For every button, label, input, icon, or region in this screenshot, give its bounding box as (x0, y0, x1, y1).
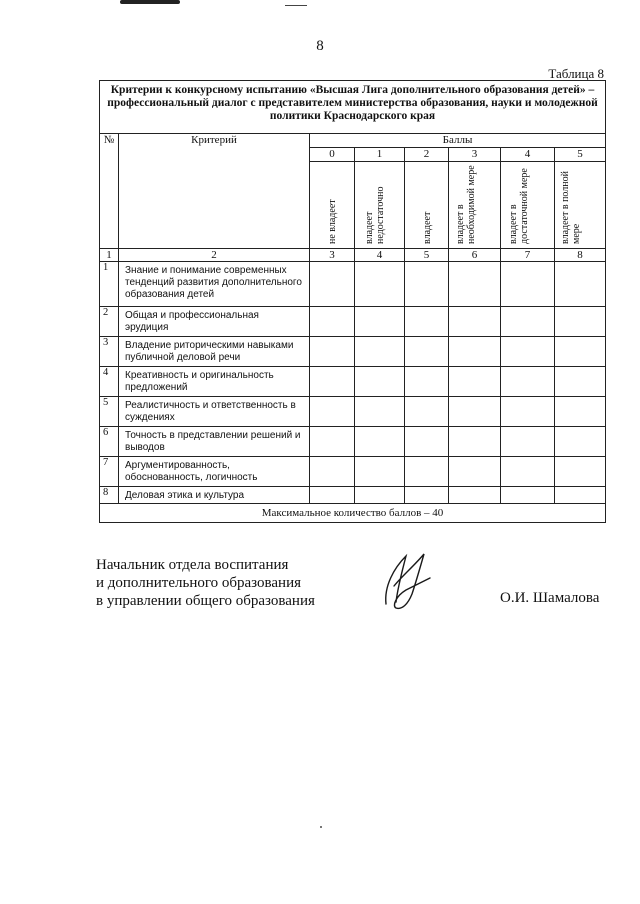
score-cell (555, 337, 606, 367)
table-row (100, 397, 606, 427)
position-line-3: в управлении общего образования (96, 593, 315, 609)
table-row (100, 427, 606, 457)
score-cell (449, 307, 501, 337)
column-number: 8 (555, 249, 606, 262)
score-label-cell (355, 162, 405, 249)
column-number: 2 (119, 249, 310, 262)
score-cell (355, 337, 405, 367)
column-number: 3 (310, 249, 355, 262)
column-number: 5 (405, 249, 449, 262)
column-number: 1 (100, 249, 119, 262)
score-cell (501, 457, 555, 487)
scan-artifact (320, 826, 322, 828)
criterion-text: Точность в представлении решений и выводов (119, 427, 310, 457)
score-label-cell (449, 162, 501, 249)
score-value: 5 (555, 148, 606, 162)
score-label: владеет в достаточной мере (507, 168, 530, 244)
criterion-text: Знание и понимание современных тенденций развития дополнительного образования детей (119, 262, 310, 307)
score-value: 0 (310, 148, 355, 162)
score-cell (310, 427, 355, 457)
score-cell (555, 367, 606, 397)
score-cell (555, 262, 606, 307)
signer-name: О.И. Шамалова (500, 590, 600, 606)
score-cell (405, 397, 449, 427)
score-cell (501, 262, 555, 307)
score-cell (355, 457, 405, 487)
score-cell (355, 397, 405, 427)
score-cell (501, 427, 555, 457)
score-cell (555, 427, 606, 457)
score-cell (449, 457, 501, 487)
score-cell (449, 367, 501, 397)
score-cell (405, 487, 449, 504)
score-value: 3 (449, 148, 501, 162)
score-label-cell (310, 162, 355, 249)
score-cell (310, 337, 355, 367)
criterion-text: Креативность и оригинальность предложений (119, 367, 310, 397)
score-cell (310, 487, 355, 504)
handwritten-signature (372, 546, 436, 614)
score-cell (405, 367, 449, 397)
row-number: 2 (100, 307, 119, 337)
row-number: 1 (100, 262, 119, 307)
score-value: 4 (501, 148, 555, 162)
row-number: 8 (100, 487, 119, 504)
column-header-scores: Баллы (310, 134, 606, 148)
score-cell (449, 397, 501, 427)
score-cell (555, 397, 606, 427)
column-number: 6 (449, 249, 501, 262)
table-title: Критерии к конкурсному испытанию «Высшая Лига дополнительного образования детей» – профессиональный диалог с представителем министерства образования, науки и молодежной политики Краснодарского края (100, 81, 606, 134)
score-cell (405, 262, 449, 307)
score-cell (555, 487, 606, 504)
score-cell (405, 457, 449, 487)
score-label-cell (501, 162, 555, 249)
score-cell (501, 337, 555, 367)
score-cell (501, 397, 555, 427)
scan-artifact (120, 0, 180, 4)
score-value: 2 (405, 148, 449, 162)
row-number: 7 (100, 457, 119, 487)
score-cell (355, 487, 405, 504)
score-cell (355, 262, 405, 307)
score-label: владеет в полной мере (560, 171, 583, 244)
score-cell (449, 427, 501, 457)
score-cell (501, 367, 555, 397)
score-cell (355, 427, 405, 457)
table-row (100, 367, 606, 397)
score-cell (405, 337, 449, 367)
column-number: 4 (355, 249, 405, 262)
table-label: Таблица 8 (548, 66, 604, 81)
row-number: 5 (100, 397, 119, 427)
score-cell (405, 307, 449, 337)
score-label: не владеет (327, 199, 338, 244)
score-cell (449, 337, 501, 367)
score-cell (405, 427, 449, 457)
column-header-number: № (100, 134, 119, 249)
score-cell (449, 487, 501, 504)
score-label: владеет в необходимой мере (454, 165, 477, 244)
table-row (100, 337, 606, 367)
column-number: 7 (501, 249, 555, 262)
row-number: 4 (100, 367, 119, 397)
score-cell (555, 307, 606, 337)
score-cell (355, 367, 405, 397)
position-line-1: Начальник отдела воспитания (96, 557, 289, 573)
position-line-2: и дополнительного образования (96, 575, 301, 591)
score-cell (355, 307, 405, 337)
score-cell (501, 307, 555, 337)
criteria-table (99, 80, 606, 523)
score-cell (310, 262, 355, 307)
column-header-criterion: Критерий (119, 134, 310, 249)
score-label-cell (405, 162, 449, 249)
criterion-text: Общая и профессиональная эрудиция (119, 307, 310, 337)
criterion-text: Аргументированность, обоснованность, логичность (119, 457, 310, 487)
row-number: 3 (100, 337, 119, 367)
row-number: 6 (100, 427, 119, 457)
score-label-cell (555, 162, 606, 249)
score-cell (555, 457, 606, 487)
table-row (100, 307, 606, 337)
score-label: владеет (421, 211, 433, 244)
score-cell (449, 262, 501, 307)
table-row (100, 262, 606, 307)
criterion-text: Владение риторическими навыками публичной деловой речи (119, 337, 310, 367)
table-row (100, 487, 606, 504)
max-score-row: Максимальное количество баллов – 40 (100, 504, 606, 523)
score-cell (501, 487, 555, 504)
score-label: владеет недостаточно (363, 186, 386, 244)
score-value: 1 (355, 148, 405, 162)
criterion-text: Реалистичность и ответственность в суждениях (119, 397, 310, 427)
criterion-text: Деловая этика и культура (119, 487, 310, 504)
score-cell (310, 457, 355, 487)
page-number: 8 (316, 38, 324, 54)
scan-artifact (285, 2, 307, 6)
table-row (100, 457, 606, 487)
score-cell (310, 307, 355, 337)
score-cell (310, 397, 355, 427)
score-cell (310, 367, 355, 397)
signature-block (96, 556, 315, 610)
